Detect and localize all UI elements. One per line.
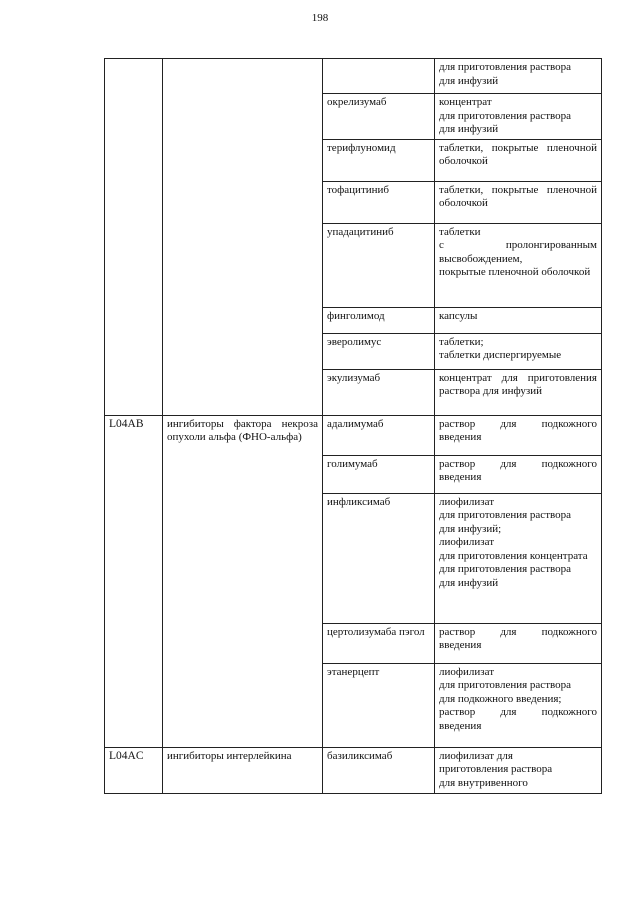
dosage-form-line: раствор для подкожного введения [439,417,597,443]
drug-name-cell: адалимумаб [323,415,435,455]
dosage-form-line: для инфузий; [439,522,502,535]
dosage-form-line: таблетки, покрытые пленочной оболочкой [439,183,597,209]
dosage-form-cell [435,181,602,223]
table-row [105,747,602,793]
atc-code-cell: L04AC [105,747,163,793]
drug-name-cell: окрелизумаб [323,94,435,140]
dosage-form-line: для инфузий [439,123,499,135]
drug-name-cell: тофацитиниб [323,181,435,223]
atc-code-cell: L04AB [105,415,163,747]
table-row [105,415,602,455]
dosage-form-line: концентрат для приготовления раствора для инфузий [439,371,597,397]
page-number: 198 [311,12,329,24]
dosage-form-line: для приготовления раствора [439,679,571,691]
dosage-form-line: таблетки диспергируемые [439,349,562,361]
dosage-form-line: приготовления раствора [439,763,553,775]
dosage-form-cell [435,415,602,455]
dosage-form-cell [435,747,602,793]
drug-name-cell: терифлуномид [323,139,435,181]
drug-name-cell: этанерцепт [323,663,435,747]
dosage-form-line: для приготовления раствора [439,61,571,73]
dosage-form-line: таблетки [439,225,481,238]
dosage-form-cell [435,369,602,415]
drug-name-cell: упадацитиниб [323,223,435,307]
drug-name-cell: финголимод [323,307,435,333]
dosage-form-line: раствор для подкожного введения [439,706,597,732]
dosage-form-cell [435,493,602,623]
dosage-form-line: раствор для подкожного введения [439,625,597,651]
dosage-form-cell [435,94,602,140]
drug-name-cell: инфликсимаб [323,493,435,623]
group-name-cell [163,59,323,416]
dosage-form-line: раствор для подкожного введения [439,457,597,483]
table-row [105,59,602,94]
dosage-form-line: для приготовления раствора [439,563,571,575]
dosage-form-cell [435,139,602,181]
atc-code-cell [105,59,163,416]
dosage-form-cell [435,333,602,369]
dosage-form-line: лиофилизат для [439,749,513,762]
dosage-form-cell [435,307,602,333]
drug-table [104,58,602,794]
dosage-form-line: таблетки, покрытые пленочной оболочкой [439,141,597,167]
drug-name-cell: эверолимус [323,333,435,369]
dosage-form-cell [435,59,602,94]
dosage-form-line: для внутривенного [439,776,528,789]
dosage-form-line: для инфузий [439,576,499,589]
group-name-cell: ингибиторы фактора некроза опухоли альфа (ФНО-альфа) [163,415,323,747]
dosage-form-line: для инфузий [439,74,499,87]
dosage-form-cell [435,223,602,307]
drug-name-cell: базиликсимаб [323,747,435,793]
dosage-form-line: для приготовления концентрата [439,549,588,562]
dosage-form-cell [435,623,602,663]
drug-name-cell: голимумаб [323,455,435,493]
dosage-form-cell [435,455,602,493]
group-name-cell: ингибиторы интерлейкина [163,747,323,793]
dosage-form-line: для подкожного введения; [439,692,562,705]
dosage-form-line: таблетки; [439,335,484,348]
drug-name-cell: экулизумаб [323,369,435,415]
dosage-form-line: лиофилизат [439,495,495,508]
dosage-form-line: с пролонгированным высвобождением, [439,239,597,265]
dosage-form-line: капсулы [439,309,478,322]
dosage-form-line: лиофилизат [439,665,495,678]
dosage-form-line: концентрат [439,96,492,108]
dosage-form-line: для приготовления раствора [439,509,571,521]
dosage-form-cell [435,663,602,747]
dosage-form-line: лиофилизат [439,536,495,548]
dosage-form-line: покрытые пленочной оболочкой [439,266,591,278]
drug-name-cell [323,59,435,94]
drug-name-cell: цертолизумаба пэгол [323,623,435,663]
dosage-form-line: для приготовления раствора [439,109,571,122]
